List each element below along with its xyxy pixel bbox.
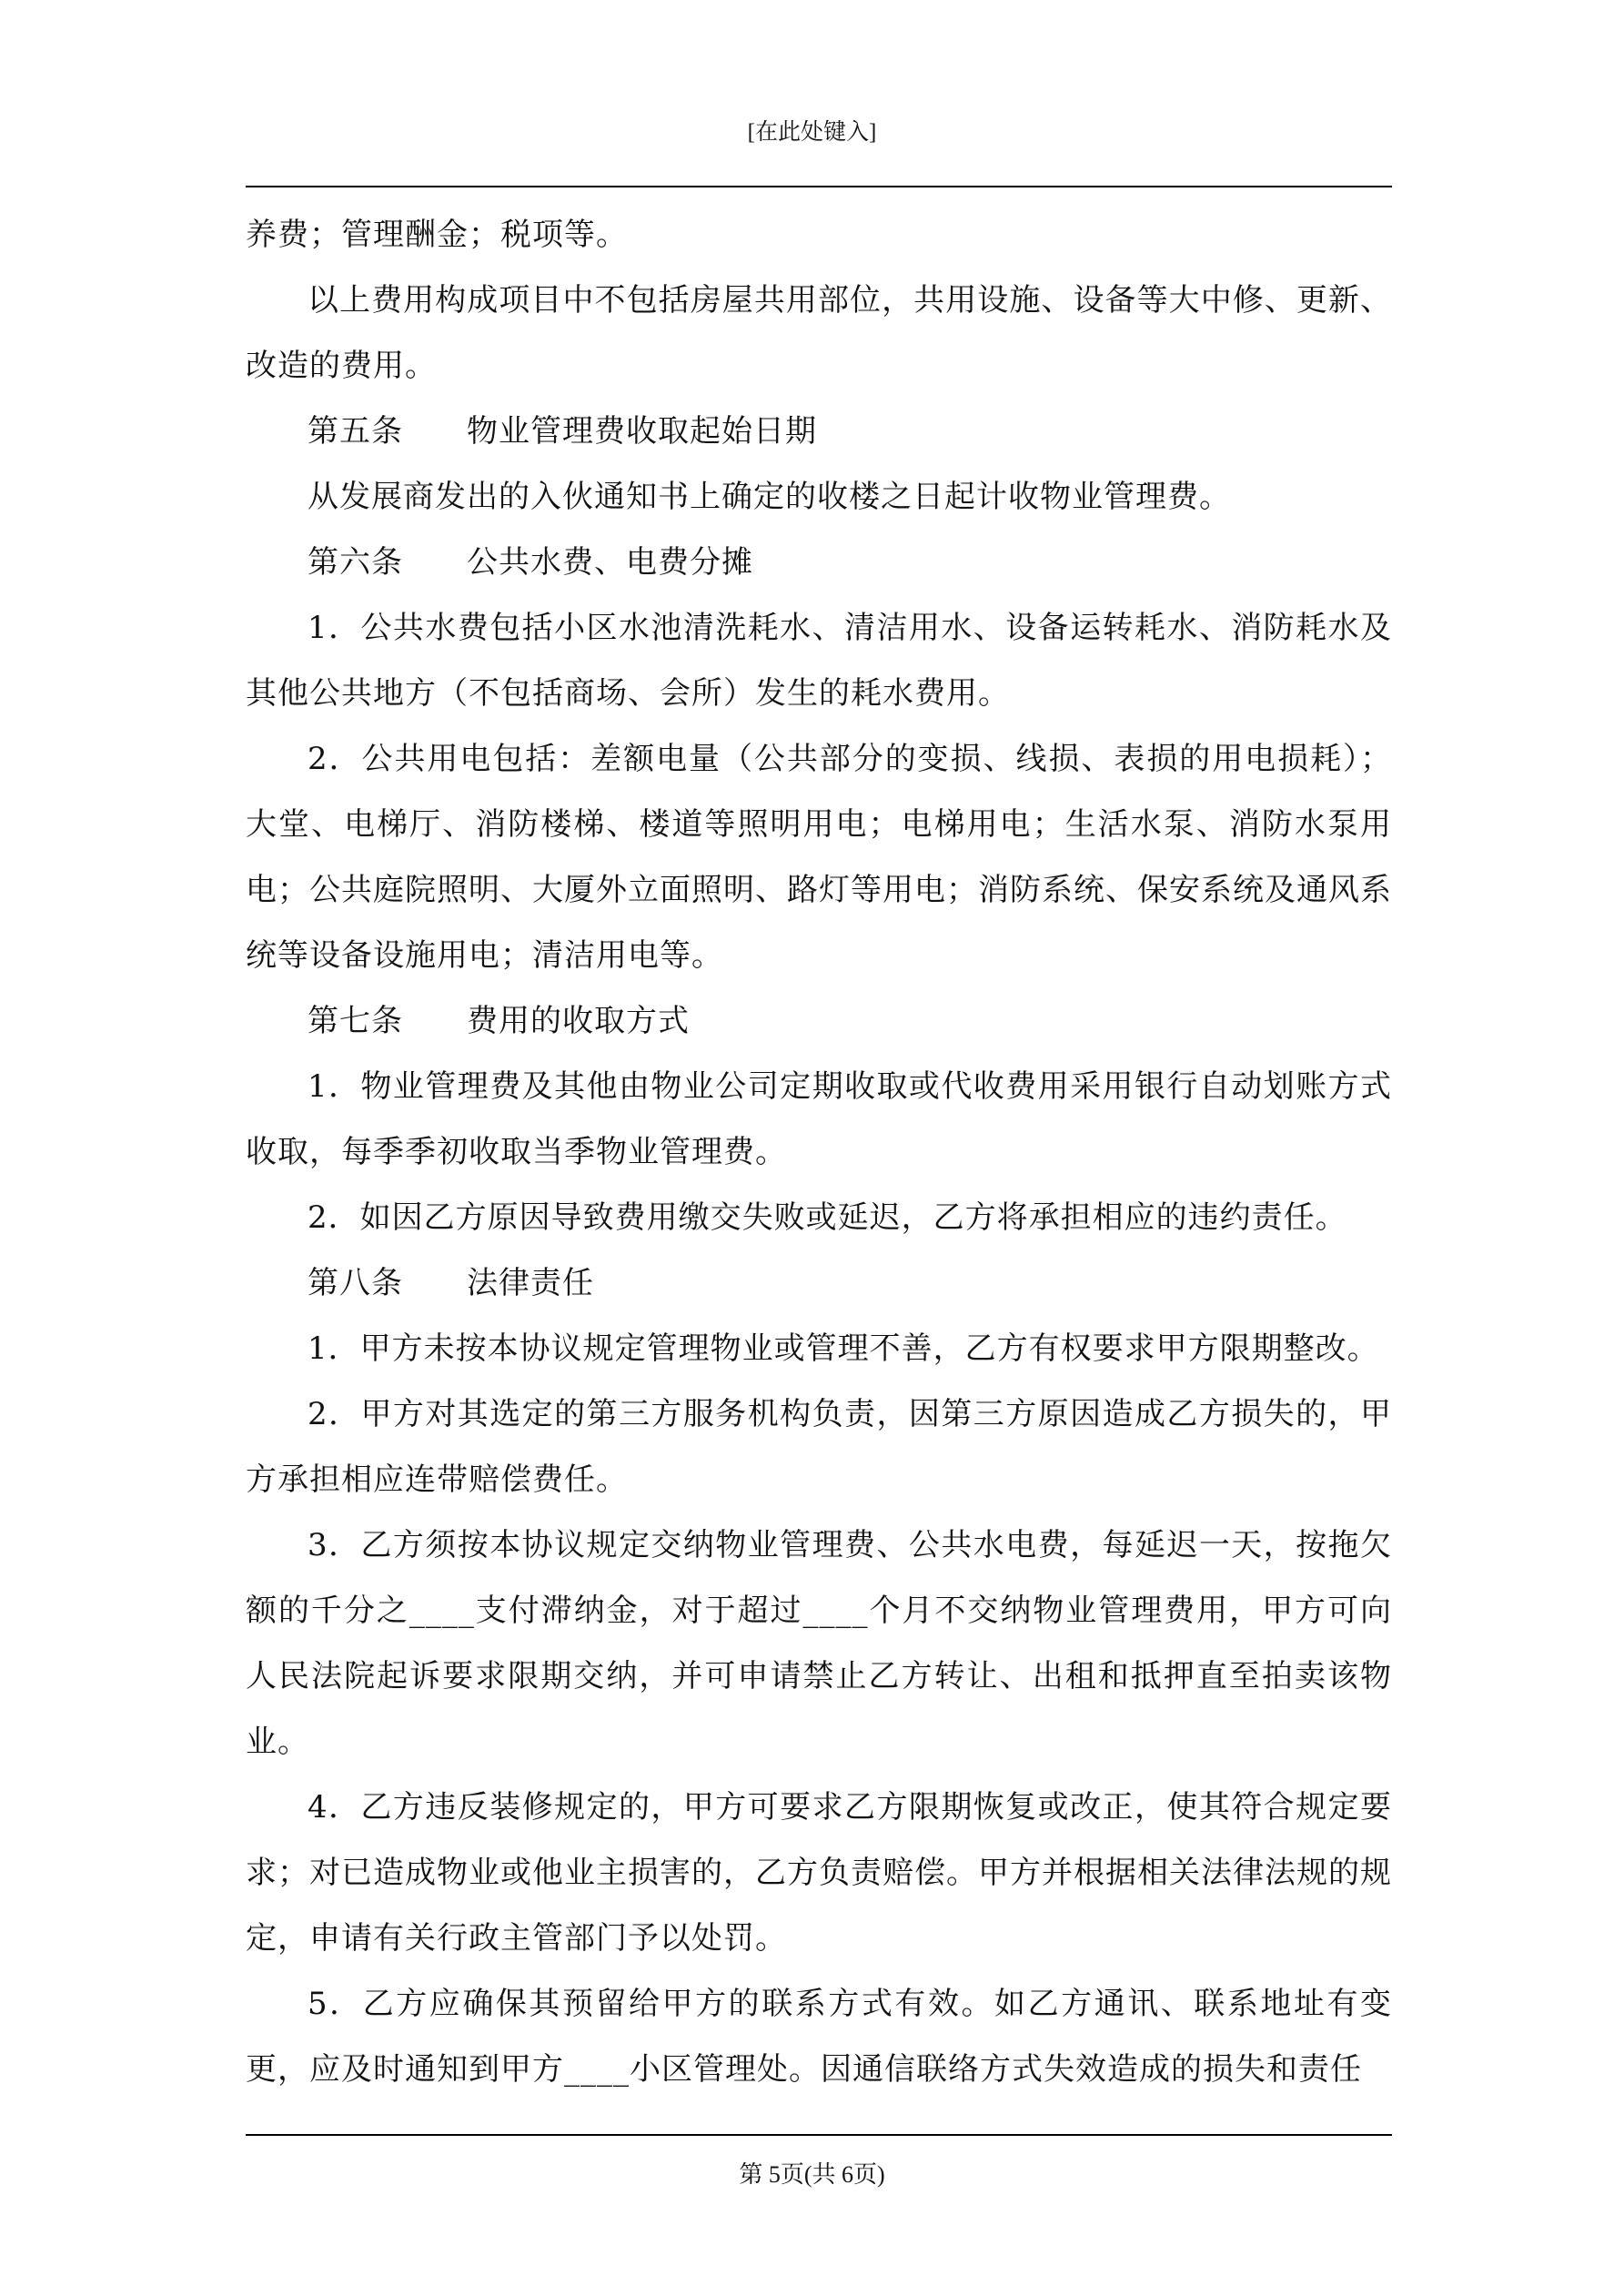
paragraph-start-date: 从发展商发出的入伙通知书上确定的收楼之日起计收物业管理费。	[308, 479, 1231, 515]
article-title: 法律责任	[467, 1265, 594, 1301]
header-divider	[246, 186, 1392, 187]
article-label: 第八条	[308, 1265, 403, 1301]
page-footer: 第 5页(共 6页)	[739, 2161, 885, 2188]
paragraph-payment-method: 1．物业管理费及其他由物业公司定期收取或代收费用采用银行自动划账方式收取，每季季初收取当季物业管理费。	[246, 1068, 1392, 1170]
paragraph-exclusion: 以上费用构成项目中不包括房屋共用部位，共用设施、设备等大中修、更新、改造的费用。	[246, 282, 1392, 384]
paragraph-water-fee: 1．公共水费包括小区水池清洗耗水、清洁用水、设备运转耗水、消防耗水及其他公共地方（不包括商场、会所）发生的耗水费用。	[246, 610, 1392, 712]
article-7-heading	[246, 988, 1392, 1054]
article-title: 公共水费、电费分摊	[467, 544, 753, 581]
paragraph-liability-4: 4．乙方违反装修规定的，甲方可要求乙方限期恢复或改正，使其符合规定要求；对已造成物业或他业主损害的，乙方负责赔偿。甲方并根据相关法律法规的规定，申请有关行政主管部门予以处罚。	[246, 1789, 1392, 1957]
page-header: [在此处键入]	[747, 120, 877, 145]
article-8-heading	[246, 1250, 1392, 1316]
paragraph-liability-5: 5．乙方应确保其预留给甲方的联系方式有效。如乙方通讯、联系地址有变更，应及时通知到甲方____小区管理处。因通信联络方式失效造成的损失和责任	[246, 1986, 1392, 2088]
article-label: 第五条	[308, 413, 403, 450]
document-body	[246, 202, 1392, 2102]
paragraph-continuation: 养费；管理酬金；税项等。	[246, 217, 628, 253]
article-label: 第六条	[308, 544, 403, 581]
paragraph-liability-1: 1．甲方未按本协议规定管理物业或管理不善，乙方有权要求甲方限期整改。	[308, 1330, 1379, 1367]
article-6-heading	[246, 530, 1392, 595]
article-title: 费用的收取方式	[467, 1003, 690, 1039]
paragraph-payment-default: 2．如因乙方原因导致费用缴交失败或延迟，乙方将承担相应的违约责任。	[308, 1199, 1347, 1236]
article-5-heading	[246, 399, 1392, 464]
paragraph-liability-3: 3．乙方须按本协议规定交纳物业管理费、公共水电费，每延迟一天，按拖欠额的千分之____支付滞纳金，对于超过____个月不交纳物业管理费用，甲方可向人民法院起诉要求限期交纳，并可申请禁止乙方转让、出租和抵押直至拍卖该物业。	[246, 1527, 1392, 1760]
article-label: 第七条	[308, 1003, 403, 1039]
paragraph-liability-2: 2．甲方对其选定的第三方服务机构负责，因第三方原因造成乙方损失的，甲方承担相应连带赔偿费任。	[246, 1396, 1392, 1498]
article-title: 物业管理费收取起始日期	[467, 413, 817, 450]
paragraph-electricity-fee: 2．公共用电包括：差额电量（公共部分的变损、线损、表损的用电损耗）；大堂、电梯厅、消防楼梯、楼道等照明用电；电梯用电；生活水泵、消防水泵用电；公共庭院照明、大厦外立面照明、路灯等用电；消防系统、保安系统及通风系统等设备设施用电；清洁用电等。	[246, 741, 1392, 974]
footer-divider	[246, 2134, 1392, 2136]
